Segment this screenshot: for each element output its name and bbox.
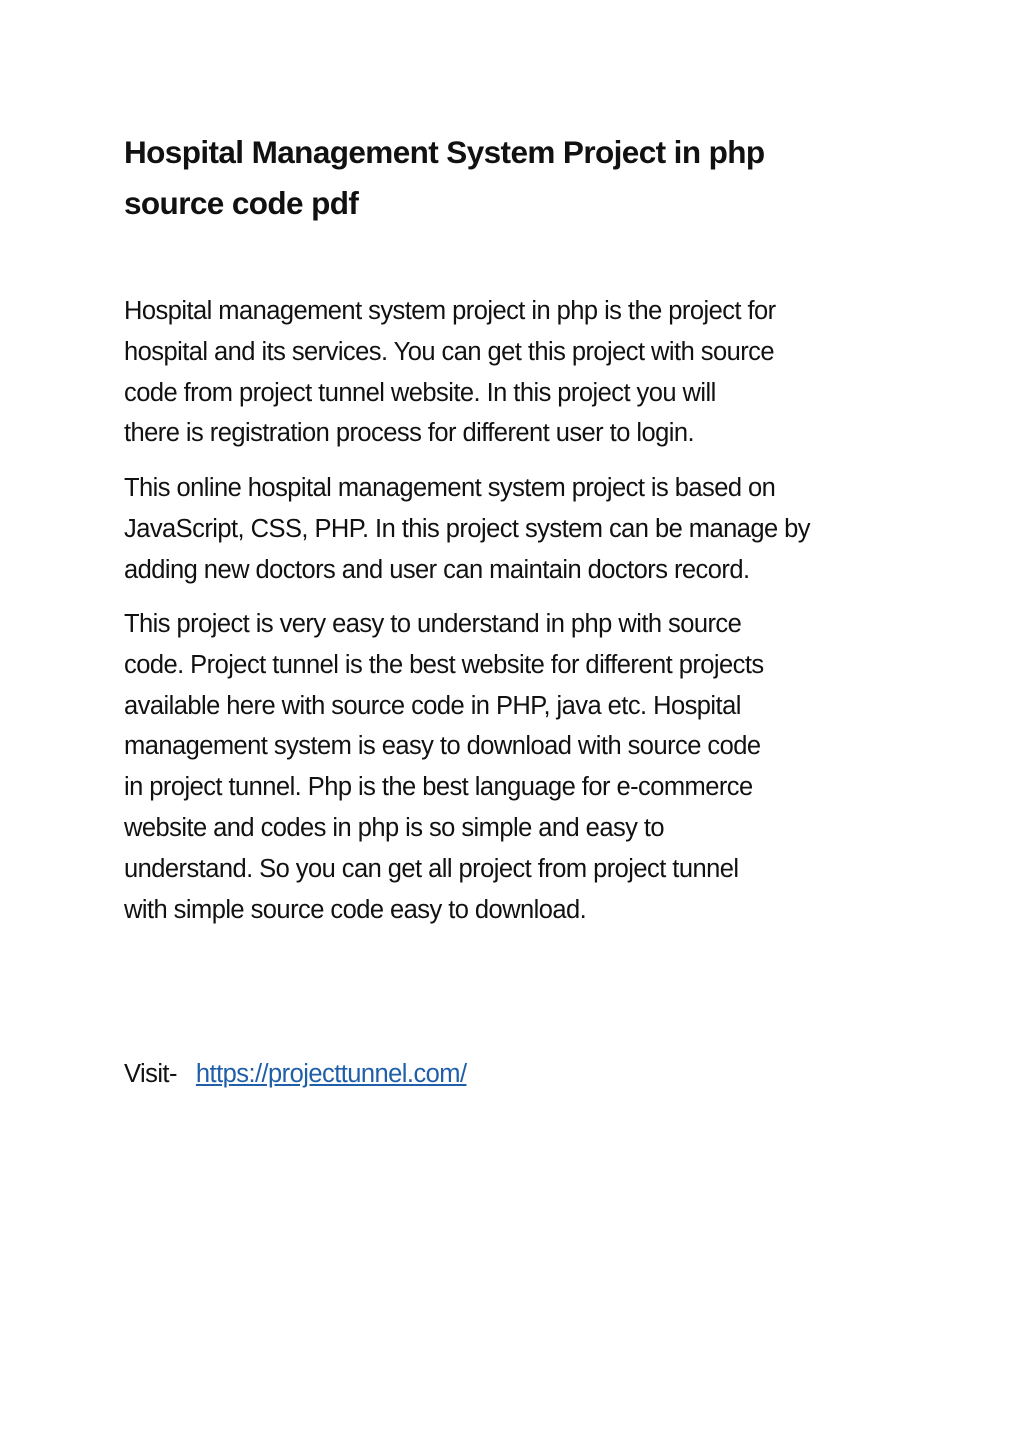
paragraph-technology: [124, 468, 924, 590]
website-link[interactable]: https://projecttunnel.com/: [195, 1060, 467, 1088]
visit-label: Visit-: [124, 1060, 177, 1088]
visit-line: [124, 1054, 467, 1094]
paragraph-intro: [124, 291, 924, 454]
text-line: Hospital management system project in php is the project for: [124, 297, 776, 325]
text-line: with simple source code easy to download.: [124, 895, 587, 924]
paragraph-details: [124, 604, 924, 930]
text-line: there is registration process for different user to login.: [124, 419, 695, 448]
document-title: [124, 127, 884, 229]
title-line: source code pdf: [124, 185, 359, 221]
text-line: website and codes in php is so simple and easy to: [124, 813, 665, 842]
text-line: available here with source code in PHP, java etc. Hospital: [124, 691, 741, 720]
text-line: understand. So you can get all project from project tunnel: [124, 854, 739, 883]
text-line: This project is very easy to understand in php with source: [124, 610, 742, 638]
text-line: hospital and its services. You can get this project with source: [124, 337, 774, 366]
title-line: Hospital Management System Project in php: [124, 134, 765, 170]
text-line: adding new doctors and user can maintain doctors record.: [124, 555, 750, 584]
text-line: JavaScript, CSS, PHP. In this project system can be manage by: [124, 514, 810, 543]
text-line: management system is easy to download with source code: [124, 732, 761, 761]
text-line: code from project tunnel website. In this project you will: [124, 378, 716, 407]
text-line: code. Project tunnel is the best website for different projects: [124, 650, 764, 679]
text-line: This online hospital management system project is based on: [124, 474, 776, 502]
text-line: in project tunnel. Php is the best language for e-commerce: [124, 773, 753, 802]
